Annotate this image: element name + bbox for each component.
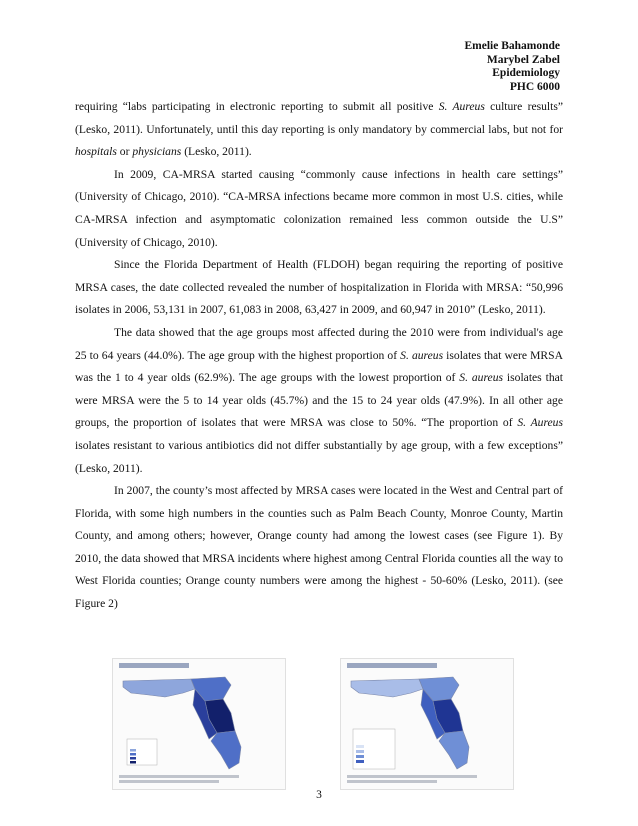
paragraph-1 <box>75 96 563 164</box>
course-code: PHC 6000 <box>509 80 560 93</box>
course-name: Epidemiology <box>492 67 560 80</box>
figure-2-legend-swatch-1 <box>356 745 364 748</box>
text-run: or <box>116 145 133 159</box>
figure-1-panhandle-region <box>123 679 195 697</box>
figure-2-caption-line-1 <box>347 775 477 778</box>
paragraph-2 <box>75 164 563 254</box>
text-run: In 2007, the county’s most affected by MRSA cases were located in the West and Central part of Florida, with some high numbers in the counties such as Palm Beach County, Monroe County, Martin County, and among others; however, Orange county had among the lowest cases (see Figure 1). By 2010, the data showed that MRSA incidents where highest among Central Florida counties all the way to West Florida counties; Orange county numbers were among the highest - 50-60% (Lesko, 2011). (see Figure 2) <box>75 484 563 611</box>
text-run: culture results” (Lesko, 2011). Unfortunately, until this day reporting is only mandatory by commercial labs, but not for <box>75 100 563 136</box>
figure-2-title-bar <box>347 663 437 668</box>
figures-row <box>110 658 550 793</box>
figure-2-map-graphic <box>341 659 513 789</box>
text-run: In 2009, CA-MRSA started causing “commonly cause infections in health care settings” (University of Chicago, 2010). “CA-MRSA infections became more common in most U.S. cities, while CA-MRSA infection and asymptomatic colonization remained less common outside the U.S” (University of Chicago, 2010). <box>75 167 563 249</box>
figure-1-florida-map <box>112 658 286 790</box>
figure-2-florida-map <box>340 658 514 790</box>
italic-term: physicians <box>132 145 182 159</box>
figure-2-panhandle-region <box>351 679 423 697</box>
figure-2-caption-line-2 <box>347 780 437 783</box>
figure-2-legend-swatch-4 <box>356 760 364 763</box>
italic-term: S. Aureus <box>517 416 563 430</box>
body-text <box>75 96 563 616</box>
figure-2-south-region <box>439 731 469 769</box>
italic-term: S. aureus <box>459 371 504 385</box>
figure-2-legend-swatch-2 <box>356 750 364 753</box>
author-name-2: Marybel Zabel <box>486 53 560 66</box>
italic-term: S. aureus <box>400 348 444 362</box>
page-number: 3 <box>316 789 322 801</box>
figure-2-legend-swatch-3 <box>356 755 364 758</box>
text-run: Since the Florida Department of Health (FLDOH) began requiring the reporting of positive MRSA cases, the date collected revealed the number of hospitalization in Florida with MRSA: “50,996 isolates in 2006, 53,131 in 2007, 61,083 in 2008, 63,427 in 2009, and 60,947 in 2010” (Lesko, 2011). <box>75 258 563 317</box>
text-run: isolates that were MRSA were the 5 to 14 year olds (45.7%) and the 15 to 24 year olds (47.9%). In all other age groups, the proportion of isolates that were MRSA was close to 50%. “The proportion of <box>75 371 563 430</box>
figure-1-legend-swatch-3 <box>130 757 136 760</box>
figure-1-title-bar <box>119 663 189 668</box>
author-header <box>464 40 560 94</box>
text-run: (Lesko, 2011). <box>181 145 252 159</box>
italic-term: S. Aureus <box>438 100 485 113</box>
text-run: isolates resistant to various antibiotics did not differ substantially by age group, with a few exceptions” (Lesko, 2011). <box>75 438 563 475</box>
text-run: isolates that were MRSA was the 1 to 4 year olds (62.9%). The age groups with the lowest proportion of <box>75 348 563 385</box>
italic-term: hospitals <box>75 145 117 159</box>
figure-1-legend-swatch-1 <box>130 749 136 752</box>
text-run: The data showed that the age groups most affected during the 2010 were from individual's age 25 to 64 years (44.0%). The age group with the highest proportion of <box>75 325 563 362</box>
paragraph-4 <box>75 322 563 480</box>
figure-1-legend-swatch-2 <box>130 753 136 756</box>
figure-1-caption-line-2 <box>119 780 219 783</box>
figure-1-legend-swatch-4 <box>130 761 136 764</box>
paragraph-3 <box>75 254 563 322</box>
paragraph-5 <box>75 480 563 616</box>
figure-1-caption-line-1 <box>119 775 239 778</box>
author-name-1: Emelie Bahamonde <box>464 40 560 52</box>
figure-1-map-graphic <box>113 659 285 789</box>
text-run: requiring “labs participating in electronic reporting to submit all positive <box>75 100 439 113</box>
figure-1-south-region <box>211 731 241 769</box>
